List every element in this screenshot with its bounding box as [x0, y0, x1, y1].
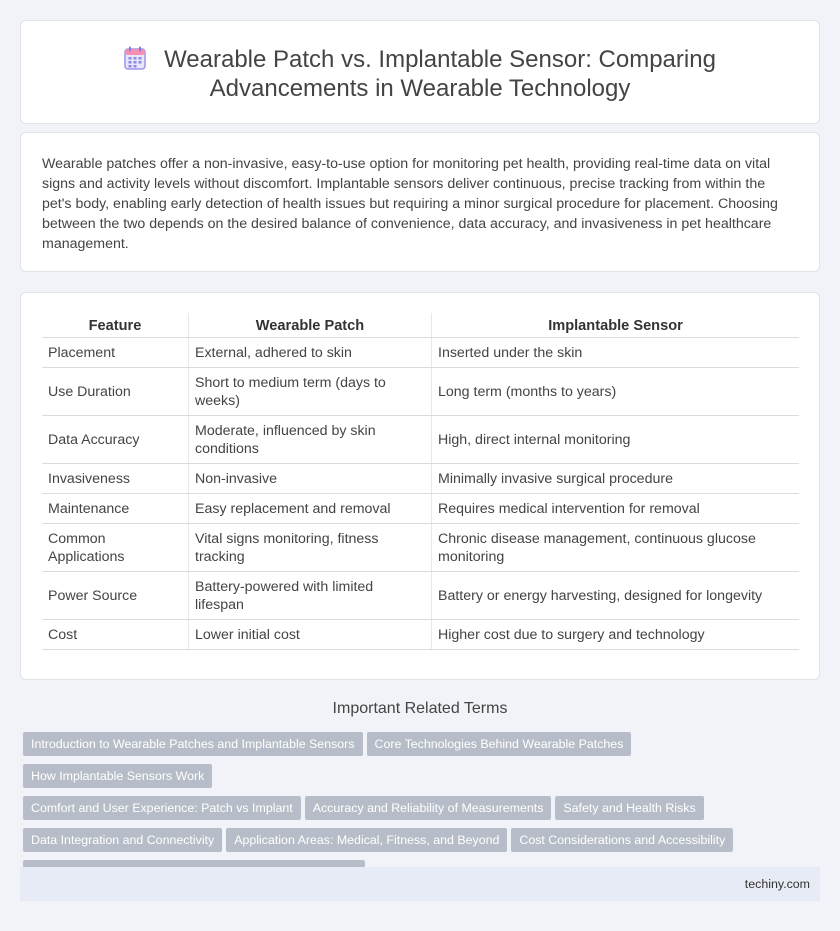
page-title [21, 45, 819, 103]
related-term-tag[interactable]: Core Technologies Behind Wearable Patches [367, 732, 632, 756]
header-implantable-sensor: Implantable Sensor [432, 313, 800, 338]
feature-cell: Maintenance [42, 494, 189, 524]
related-term-tag[interactable]: Application Areas: Medical, Fitness, and Beyond [226, 828, 507, 852]
table-row [42, 620, 799, 650]
header-feature: Feature [42, 313, 189, 338]
related-term-tag[interactable]: Safety and Health Risks [555, 796, 703, 820]
title-line-1: Wearable Patch vs. Implantable Sensor: Comparing [164, 46, 716, 73]
footer [20, 867, 820, 901]
table-row [42, 416, 799, 464]
patch-cell: Non-invasive [189, 464, 432, 494]
related-terms-heading: Important Related Terms [332, 700, 508, 717]
sensor-cell: Chronic disease management, continuous glucose monitoring [432, 524, 800, 572]
intro-paragraph: Wearable patches offer a non-invasive, easy-to-use option for monitoring pet health, providing real-time data on vital signs and activity levels without discomfort. Implantable sensors deliver continuous, precise tracking from within the pet's body, enabling early detection of health issues but requiring a minor surgical procedure for placement. Choosing between the two depends on the desired balance of convenience, data accuracy, and invasiveness in pet healthcare management. [42, 156, 778, 252]
related-term-tag[interactable]: How Implantable Sensors Work [23, 764, 212, 788]
table-row [42, 572, 799, 620]
patch-cell: Vital signs monitoring, fitness tracking [189, 524, 432, 572]
patch-cell: Lower initial cost [189, 620, 432, 650]
comparison-table [42, 313, 799, 650]
related-term-tag[interactable]: Cost Considerations and Accessibility [511, 828, 733, 852]
table-header-row [42, 313, 799, 338]
related-term-tag[interactable]: Accuracy and Reliability of Measurements [305, 796, 552, 820]
footer-site-link[interactable]: techiny.com [744, 877, 810, 891]
patch-cell: External, adhered to skin [189, 338, 432, 368]
calendar-icon [124, 46, 146, 70]
sensor-cell: Requires medical intervention for removal [432, 494, 800, 524]
patch-cell: Short to medium term (days to weeks) [189, 368, 432, 416]
feature-cell: Invasiveness [42, 464, 189, 494]
patch-cell: Battery-powered with limited lifespan [189, 572, 432, 620]
feature-cell: Cost [42, 620, 189, 650]
sensor-cell: Minimally invasive surgical procedure [432, 464, 800, 494]
related-term-tag[interactable]: Comfort and User Experience: Patch vs Implant [23, 796, 301, 820]
related-term-tag[interactable]: Data Integration and Connectivity [23, 828, 222, 852]
related-term-tag[interactable]: Introduction to Wearable Patches and Implantable Sensors [23, 732, 363, 756]
feature-cell: Placement [42, 338, 189, 368]
sensor-cell: High, direct internal monitoring [432, 416, 800, 464]
table-row [42, 524, 799, 572]
header-wearable-patch: Wearable Patch [189, 313, 432, 338]
feature-cell: Power Source [42, 572, 189, 620]
table-row [42, 338, 799, 368]
table-row [42, 368, 799, 416]
intro-card [20, 132, 820, 272]
feature-cell: Use Duration [42, 368, 189, 416]
sensor-cell: Long term (months to years) [432, 368, 800, 416]
feature-cell: Data Accuracy [42, 416, 189, 464]
comparison-card [20, 292, 820, 680]
patch-cell: Moderate, influenced by skin conditions [189, 416, 432, 464]
title-line-2: Advancements in Wearable Technology [209, 75, 631, 102]
table-row [42, 464, 799, 494]
title-card [20, 20, 820, 124]
patch-cell: Easy replacement and removal [189, 494, 432, 524]
feature-cell: Common Applications [42, 524, 189, 572]
sensor-cell: Battery or energy harvesting, designed for longevity [432, 572, 800, 620]
table-row [42, 494, 799, 524]
sensor-cell: Inserted under the skin [432, 338, 800, 368]
sensor-cell: Higher cost due to surgery and technology [432, 620, 800, 650]
